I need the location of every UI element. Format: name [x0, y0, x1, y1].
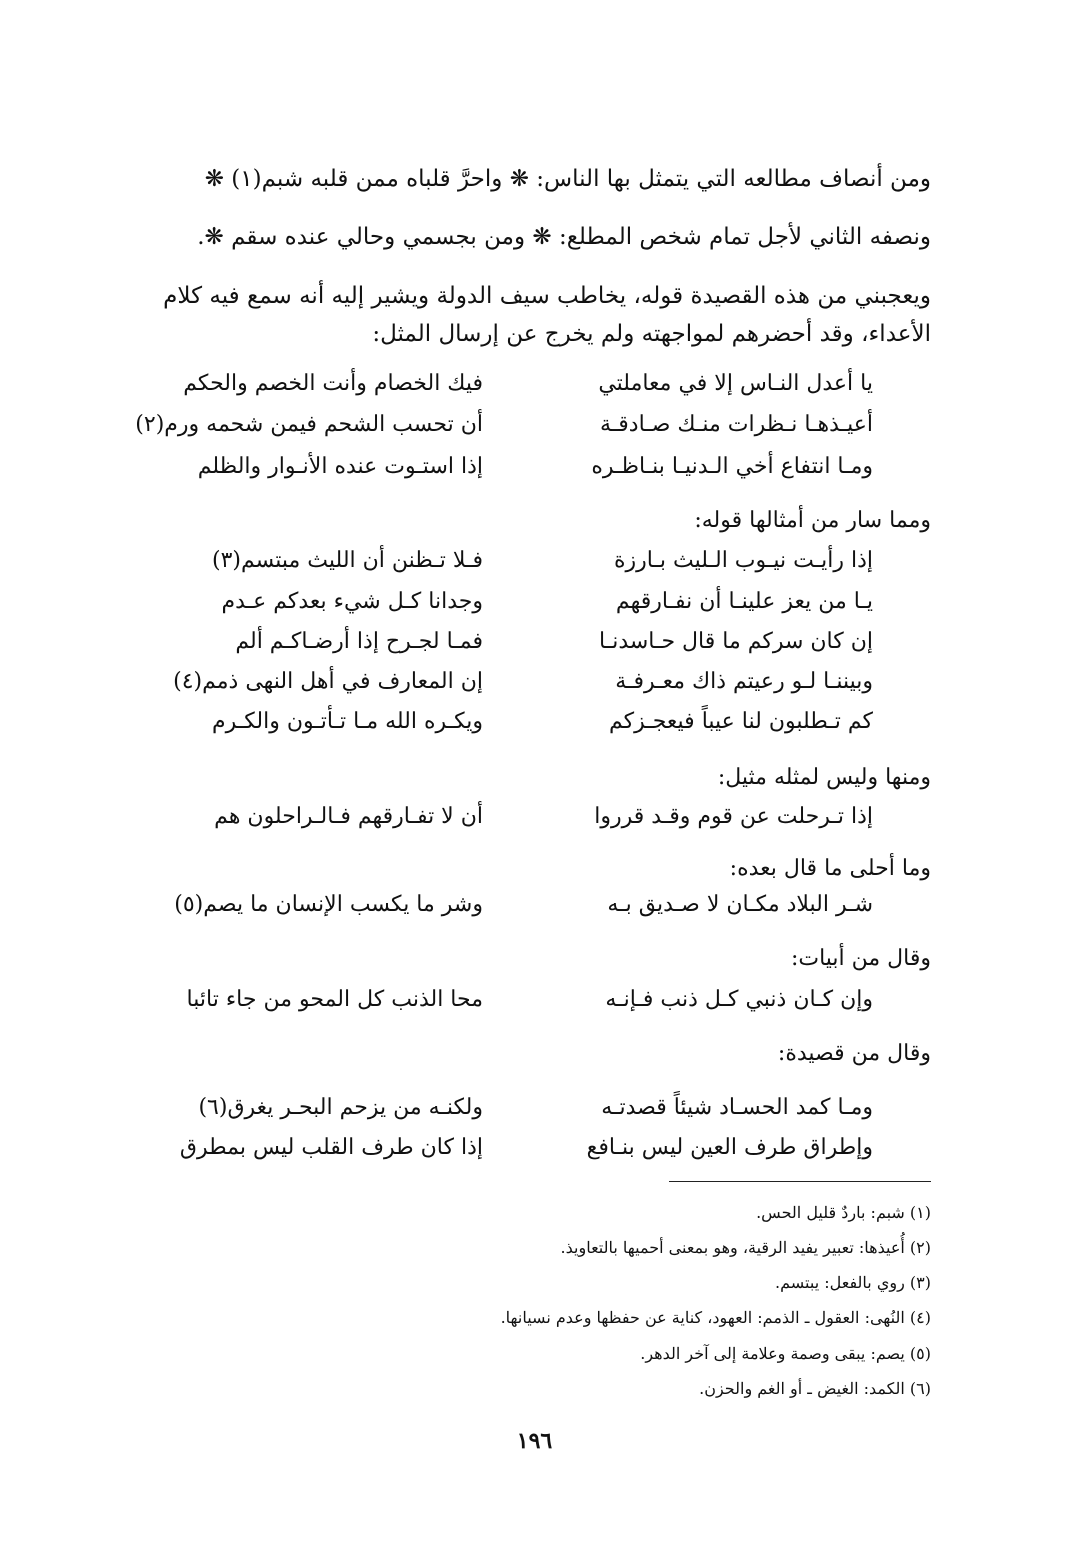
- prose-line-1: ومن أنصاف مطالعه التي يتمثل بها الناس: ❋ واحرَّ قلباه ممن قلبه شبم(١) ❋: [204, 166, 931, 192]
- verse-first-hemistich: وإن كـان ذنبي كـل ذنب فـإنـه: [605, 987, 873, 1012]
- verse-line: [1, 982, 931, 1018]
- verse-second-hemistich: وجدانا كـل شيء بعدكم عـدم: [221, 589, 483, 614]
- verse-line: [1, 584, 931, 620]
- verse-second-hemistich: إن المعارف في أهل النهى ذمم(٤): [173, 669, 483, 694]
- verse-first-hemistich: شـر البلاد مكـان لا صـديق بـه: [607, 892, 873, 917]
- verse-first-hemistich: كم تـطلبون لنا عيباً فيعجـزكم: [609, 709, 873, 734]
- verse-first-hemistich: أعيـذهـا نـظرات منـك صـادقـة: [600, 412, 873, 437]
- verse-first-hemistich: ومـا كمد الحسـاد شيئاً قصدتـه: [601, 1095, 873, 1120]
- verse-second-hemistich: ويكـره الله مـا تـأتـون والكـرم: [212, 709, 483, 734]
- section-intro: وما أحلى ما قال بعده:: [729, 856, 931, 881]
- section-intro: وقال من قصيدة:: [777, 1041, 931, 1066]
- verse-second-hemistich: فيك الخصام وأنت الخصم والحكم: [183, 371, 483, 396]
- verse-line: [1, 449, 931, 485]
- verse-first-hemistich: إذا تـرحلت عن قوم وقـد قرروا: [594, 804, 873, 829]
- verse-line: [1, 704, 931, 740]
- verse-second-hemistich: محا الذنب كل المحو من جاء تائبا: [186, 987, 483, 1012]
- verse-second-hemistich: أن تحسب الشحم فيمن شحمه ورم(٢): [135, 412, 483, 437]
- verse-first-hemistich: وبيننـا لـو رعيتم ذاك معـرفـة: [615, 669, 873, 694]
- verse-first-hemistich: يا أعدل النـاس إلا في معاملتي: [598, 371, 873, 396]
- footnote: (٢) أُعيذها: تعبير يفيد الرقية، وهو بمعنى أحميها بالتعاويذ.: [560, 1238, 931, 1257]
- verse-first-hemistich: يـا من يعز علينـا أن نفـارقهم: [615, 589, 873, 614]
- verse-second-hemistich: وشر ما يكسب الإنسان ما يصم(٥): [174, 892, 483, 917]
- verse-line: [1, 407, 931, 443]
- verse-second-hemistich: أن لا تفـارقهم فـالـراحلون هم: [214, 804, 483, 829]
- verse-first-hemistich: إذا رأيـت نيـوب الـليث بـارزة: [613, 548, 873, 573]
- footnote: (١) شبم: باردٌ قليل الحس.: [756, 1203, 931, 1222]
- section-intro: وقال من أبيات:: [790, 946, 931, 971]
- section-intro: ومنها وليس لمثله مثيل:: [717, 765, 931, 790]
- verse-second-hemistich: إذا كان طرف القلب ليس بمطرق: [179, 1135, 483, 1160]
- verse-second-hemistich: فمـا لجـرح إذا أرضـاكـم ألم: [235, 629, 483, 654]
- page-number: ١٩٦: [516, 1428, 553, 1454]
- verse-line: [1, 664, 931, 700]
- prose-line-3: ويعجبني من هذه القصيدة قوله، يخاطب سيف الدولة ويشير إليه أنه سمع فيه كلام: [163, 283, 931, 309]
- verse-line: [1, 366, 931, 402]
- verse-first-hemistich: ومـا انتفاع أخي الـدنيـا بنـاظـره: [591, 454, 873, 479]
- verse-first-hemistich: إن كان سركم ما قال حـاسدنـا: [599, 629, 873, 654]
- prose-line-2: ونصفه الثاني لأجل تمام شخص المطلع: ❋ ومن بجسمي وحالي عنده سقم ❋.: [197, 224, 931, 250]
- footnote: (٥) يصم: يبقى وصمة وعلامة إلى آخر الدهر.: [640, 1344, 931, 1363]
- verse-line: [1, 799, 931, 835]
- verse-line: [1, 887, 931, 923]
- verse-line: [1, 1090, 931, 1126]
- verse-line: [1, 1130, 931, 1166]
- section-intro: ومما سار من أمثالها قوله:: [694, 508, 931, 533]
- verse-line: [1, 624, 931, 660]
- verse-second-hemistich: فـلا تـظنن أن الليث مبتسم(٣): [211, 548, 483, 573]
- footnote-separator: [669, 1181, 931, 1182]
- footnote: (٦) الكمد: الغيض ـ أو الغم والحزن.: [699, 1379, 931, 1398]
- verse-second-hemistich: إذا استـوت عنده الأنـوار والظلم: [197, 454, 483, 479]
- verse-line: [1, 543, 931, 579]
- footnote: (٤) النُهى: العقول ـ الذمم: العهود، كناية عن حفظها وعدم نسيانها.: [500, 1308, 931, 1327]
- verse-first-hemistich: وإطراق طرف العين ليس بنـافع: [586, 1135, 873, 1160]
- verse-second-hemistich: ولكنـه من يزحم البحـر يغرق(٦): [198, 1095, 483, 1120]
- footnote: (٣) روي بالفعل: يبتسم.: [775, 1273, 931, 1292]
- prose-line-4: الأعداء، وقد أحضرهم لمواجهته ولم يخرج عن إرسال المثل:: [372, 321, 931, 347]
